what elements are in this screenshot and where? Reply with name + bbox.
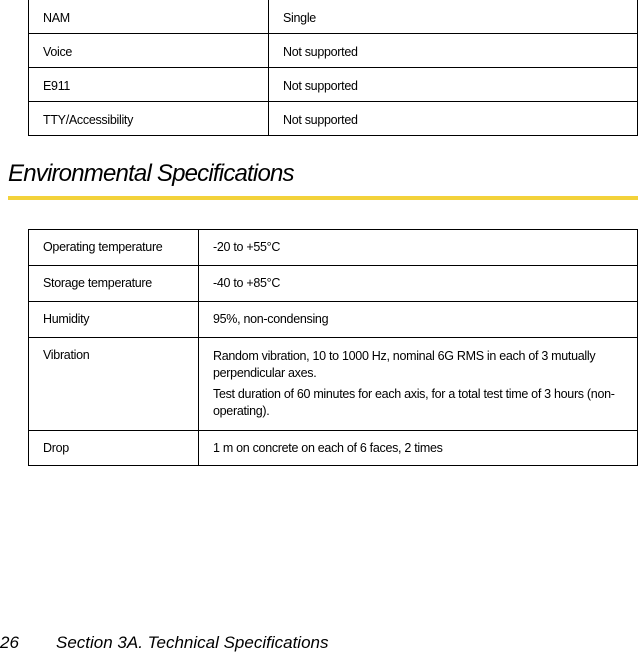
row-value: Not supported bbox=[269, 102, 638, 136]
table-row bbox=[29, 302, 638, 338]
row-value: Not supported bbox=[269, 34, 638, 68]
row-value: 1 m on concrete on each of 6 faces, 2 times bbox=[199, 431, 638, 466]
footer-section-title: Section 3A. Technical Specifications bbox=[56, 633, 329, 652]
row-value: 95%, non-condensing bbox=[199, 302, 638, 338]
table-row bbox=[29, 0, 638, 34]
row-label: Storage temperature bbox=[29, 266, 199, 302]
vibration-test-duration: Test duration of 60 minutes for each axis, for a total test time of 3 hours (non-operating). bbox=[213, 387, 615, 418]
row-value: Single bbox=[269, 0, 638, 34]
row-value: -40 to +85°C bbox=[199, 266, 638, 302]
row-label: TTY/Accessibility bbox=[29, 102, 269, 136]
row-label: Voice bbox=[29, 34, 269, 68]
row-value bbox=[199, 338, 638, 431]
row-label: Humidity bbox=[29, 302, 199, 338]
row-value: -20 to +55°C bbox=[199, 230, 638, 266]
page-footer bbox=[0, 633, 328, 653]
table-row bbox=[29, 431, 638, 466]
environmental-specs-table bbox=[28, 229, 638, 466]
row-label: Drop bbox=[29, 431, 199, 466]
table-row bbox=[29, 34, 638, 68]
section-heading: Environmental Specifications bbox=[8, 160, 294, 187]
heading-rule bbox=[8, 196, 638, 200]
table-row bbox=[29, 230, 638, 266]
specs-table-top bbox=[28, 0, 638, 136]
row-value: Not supported bbox=[269, 68, 638, 102]
row-label: NAM bbox=[29, 0, 269, 34]
row-label: Vibration bbox=[29, 338, 199, 431]
table-row bbox=[29, 68, 638, 102]
row-label: Operating temperature bbox=[29, 230, 199, 266]
vibration-description: Random vibration, 10 to 1000 Hz, nominal 6G RMS in each of 3 mutually perpendicular axes. bbox=[213, 349, 596, 380]
page-number: 26 bbox=[0, 633, 19, 652]
table-row bbox=[29, 102, 638, 136]
table-row bbox=[29, 338, 638, 431]
table-row bbox=[29, 266, 638, 302]
row-label: E911 bbox=[29, 68, 269, 102]
